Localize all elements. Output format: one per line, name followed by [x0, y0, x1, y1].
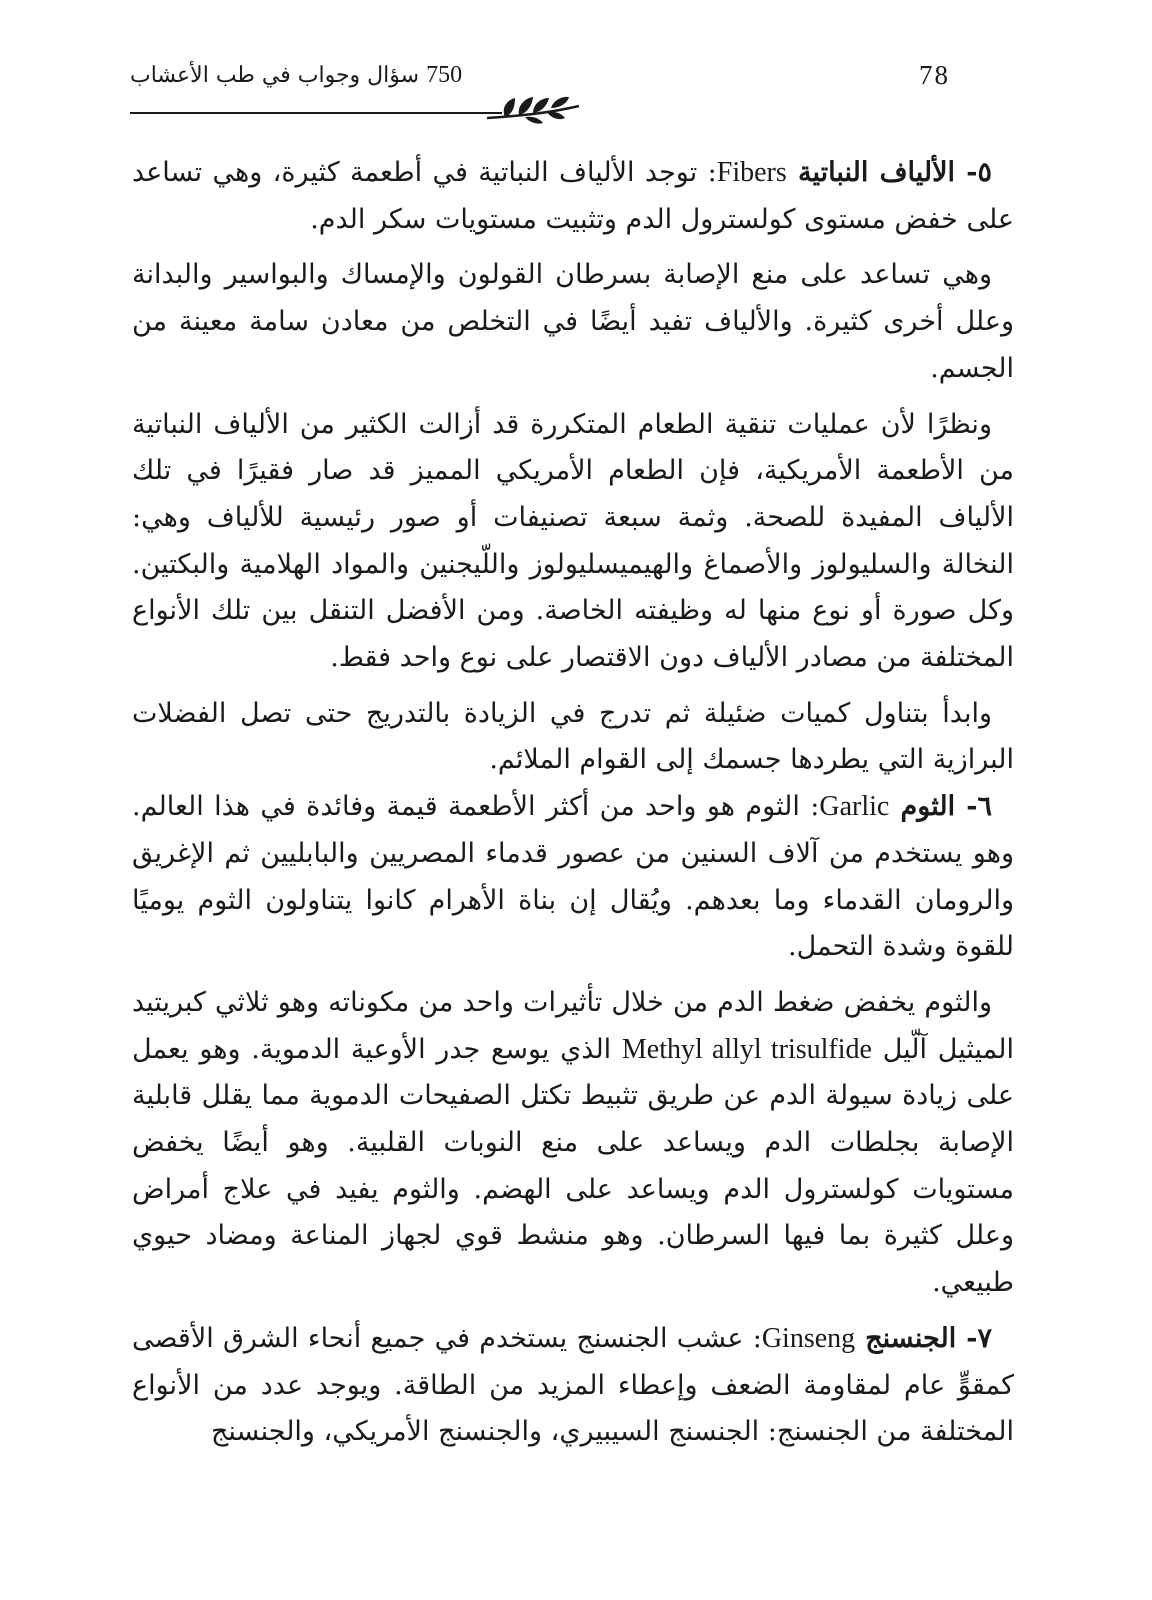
fibers-heading-en: Fibers [716, 157, 787, 188]
fibers-lead-text: : توجد الألياف النباتية في أطعمة كثيرة، وهي تساعد على خفض مستوى كولسترول الدم وتثبيت مستويات سكر الدم. [132, 157, 1014, 235]
ginseng-number: ٧- [966, 1322, 993, 1354]
garlic-paragraph-2 [132, 980, 1014, 1307]
fibers-paragraph-3: ونظرًا لأن عمليات تنقية الطعام المتكررة قد أزالت الكثير من الألياف النباتية من الأطعمة الأمريكية، فإن الطعام الأمريكي المميز قد صار فقيرًا في تلك الألياف المفيدة للصحة. وثمة سبعة تصنيفات أو صور رئيسية للألياف وهي: النخالة والسليولوز والأصماغ والهيميسليولوز واللّيجنين والمواد الهلامية والبكتين. وكل صورة أو نوع منها له وظيفته الخاصة. ومن الأفضل التنقل بين تلك الأنواع المختلفة من مصادر الألياف دون الاقتصار على نوع واحد فقط. [132, 408, 1014, 674]
fibers-heading-ar: الألياف النباتية [797, 157, 956, 188]
garlic-number: ٦- [966, 791, 992, 823]
garlic-p2-part-b: الذي يوسع جدر الأوعية الدموية. وهو يعمل على زيادة سيولة الدم عن طريق تثبيط تكتل الصفيحات الدموية مما يقلل قابلية الإصابة بجلطات الدم ويساعد على منع النوبات القلبية. وهو أيضًا يخفض مستويات كولسترول الدم ويساعد على الهضم. والثوم يفيد في علاج أمراض وعلل كثيرة بما فيها السرطان. وهو منشط قوي لجهاز المناعة ومضاد حيوي طبيعي. [132, 1033, 1014, 1299]
garlic-heading-en: Garlic [819, 791, 890, 823]
page-header [130, 58, 960, 118]
page-body [132, 150, 1014, 1456]
ginseng-heading [855, 1323, 992, 1354]
garlic-heading [889, 791, 992, 822]
book-number: 750 [426, 62, 463, 88]
book-title: سؤال وجواب في طب الأعشاب [130, 63, 420, 88]
ginseng-lead-text: : عشب الجنسنج يستخدم في جميع أنحاء الشرق الأقصى كمقوٍّ عام لمقاومة الضعف وإعطاء المزيد من الطاقة. ويوجد عدد من الأنواع المختلفة من الجنسنج: الجنسنج السيبيري، والجنسنج الأمريكي، والجنسنج [132, 1322, 1014, 1448]
fibers-paragraph-4: وابدأ بتناول كميات ضئيلة ثم تدرج في الزيادة بالتدريج حتى تصل الفضلات البرازية التي يطردها جسمك إلى القوام الملائم. [132, 697, 1014, 776]
fibers-number: ٥- [966, 157, 993, 188]
page-number: 78 [919, 60, 950, 90]
fibers-heading [787, 157, 992, 188]
header-rule [130, 112, 502, 114]
garlic-heading-paragraph [132, 784, 1014, 971]
fibers-paragraph-2: وهي تساعد على منع الإصابة بسرطان القولون والإمساك والبواسير والبدانة وعلل أخرى كثيرة. والألياف تفيد أيضًا في التخلص من معادن سامة معينة من الجسم. [132, 259, 1014, 384]
garlic-compound-en: Methyl allyl trisulfide [621, 1033, 872, 1065]
leaf-ornament-icon [485, 94, 581, 126]
garlic-p2-part-a: والثوم يخفض ضغط الدم من خلال تأثيرات واحد من مكوناته وهو ثلاثي كبريتيد الميثيل آلّيل [132, 986, 1014, 1065]
ginseng-heading-ar: الجنسنج [865, 1322, 957, 1354]
garlic-lead-text: : الثوم هو واحد من أكثر الأطعمة قيمة وفائدة في هذا العالم. وهو يستخدم من آلاف السنين من عصور قدماء المصريين والبابليين ثم الإغريق والرومان القدماء وما بعدهم. ويُقال إن بناة الأهرام كانوا يتناولون الثوم يوميًا للقوة وشدة التحمل. [132, 791, 1014, 963]
fibers-heading-paragraph [132, 150, 1014, 243]
garlic-heading-ar: الثوم [900, 791, 956, 823]
ginseng-heading-paragraph [132, 1316, 1014, 1456]
running-title [130, 62, 462, 89]
ginseng-heading-en: Ginseng [761, 1322, 856, 1354]
